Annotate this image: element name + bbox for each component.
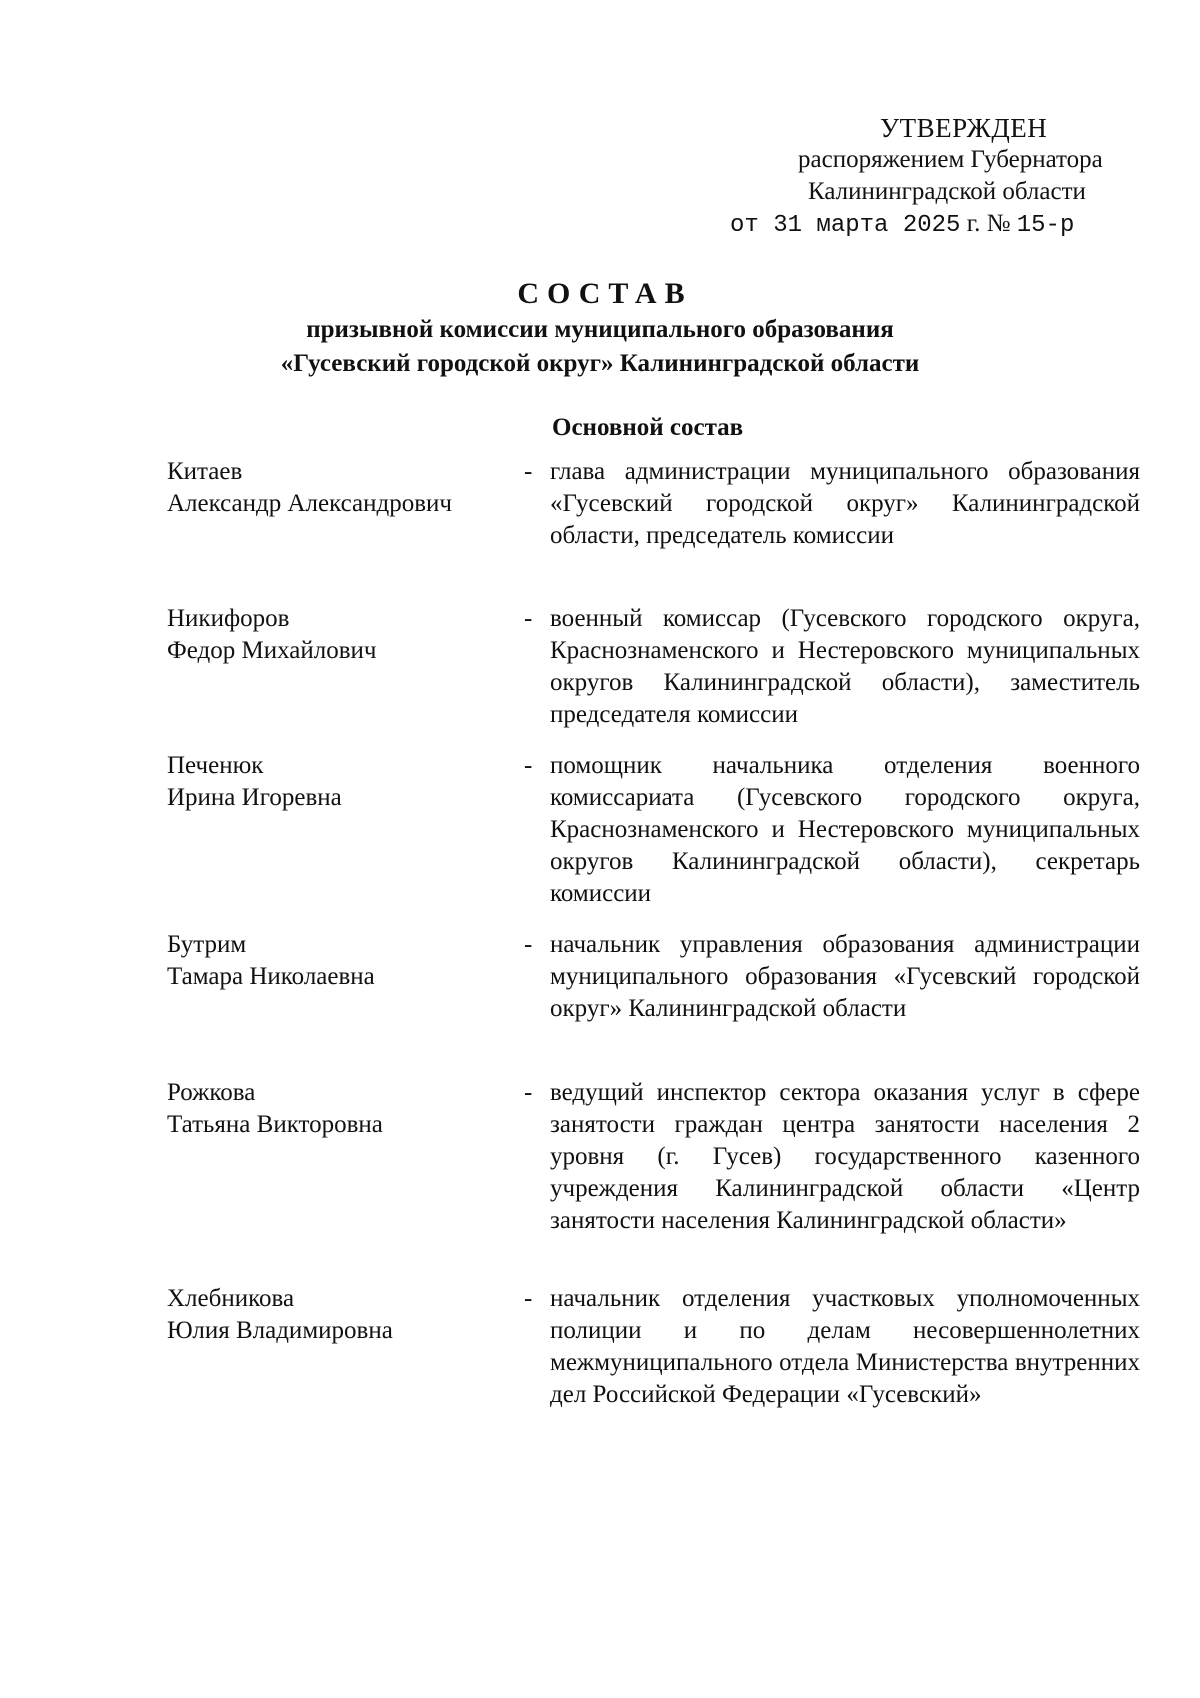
document-title: СОСТАВ xyxy=(517,277,693,310)
approval-stamp xyxy=(700,112,1160,242)
member-given-names: Татьяна Викторовна xyxy=(167,1111,383,1138)
member-role: начальник управления образования администрации муниципального образования «Гусевский городской округ» Калининградской области xyxy=(550,931,1140,1022)
document-subtitle-line1: призывной комиссии муниципального образования xyxy=(306,316,894,343)
member-name xyxy=(167,750,507,814)
member-surname: Никифоров xyxy=(167,605,290,632)
approval-title: УТВЕРЖДЕН xyxy=(880,113,1048,143)
member-role: военный комиссар (Гусевского городского округа, Краснознаменского и Нестеровского муниципальных округов Калининградской области), заместитель председателя комиссии xyxy=(550,605,1140,728)
member-role: начальник отделения участковых уполномоченных полиции и по делам несовершеннолетних межмуниципального отдела Министерства внутренних дел Российской Федерации «Гусевский» xyxy=(550,1285,1140,1408)
member-given-names: Юлия Владимировна xyxy=(167,1317,393,1344)
section-title: Основной состав xyxy=(552,414,744,441)
member-dash: - xyxy=(524,458,533,485)
member-role: помощник начальника отделения военного комиссариата (Гусевского городского округа, Краснознаменского и Нестеровского муниципальных округов Калининградской области), секретарь комиссии xyxy=(550,752,1140,907)
member-dash: - xyxy=(524,1285,533,1312)
member-surname: Хлебникова xyxy=(167,1285,295,1312)
member-surname: Рожкова xyxy=(167,1079,256,1106)
approval-date: от 31 марта 2025 xyxy=(730,212,961,239)
document-subtitle-line2: «Гусевский городской округ» Калининградской области xyxy=(280,350,920,377)
approval-year-suffix: г. № xyxy=(966,210,1011,237)
member-given-names: Тамара Николаевна xyxy=(167,963,375,990)
approval-region: Калининградской области xyxy=(808,178,1086,205)
member-name xyxy=(167,929,507,993)
member-given-names: Александр Александрович xyxy=(167,490,452,517)
member-role: ведущий инспектор сектора оказания услуг в сфере занятости граждан центра занятости населения 2 уровня (г. Гусев) государственного казенного учреждения Калининградской области «Центр занятости населения Калининградской области» xyxy=(550,1079,1140,1234)
member-surname: Печенюк xyxy=(167,752,264,779)
member-dash: - xyxy=(524,931,533,958)
approval-authority: распоряжением Губернатора xyxy=(798,146,1103,173)
member-name xyxy=(167,1077,507,1141)
member-name xyxy=(167,456,507,520)
approval-number: 15-р xyxy=(1016,212,1075,239)
member-name xyxy=(167,1283,507,1347)
member-surname: Бутрим xyxy=(167,931,247,958)
member-dash: - xyxy=(524,752,533,779)
member-given-names: Федор Михайлович xyxy=(167,637,377,664)
member-dash: - xyxy=(524,1079,533,1106)
member-dash: - xyxy=(524,605,533,632)
approval-date-number xyxy=(730,208,1160,242)
member-name xyxy=(167,603,507,667)
member-given-names: Ирина Игоревна xyxy=(167,784,342,811)
member-role: глава администрации муниципального образования «Гусевский городской округ» Калининградской области, председатель комиссии xyxy=(550,458,1140,549)
member-surname: Китаев xyxy=(167,458,243,485)
